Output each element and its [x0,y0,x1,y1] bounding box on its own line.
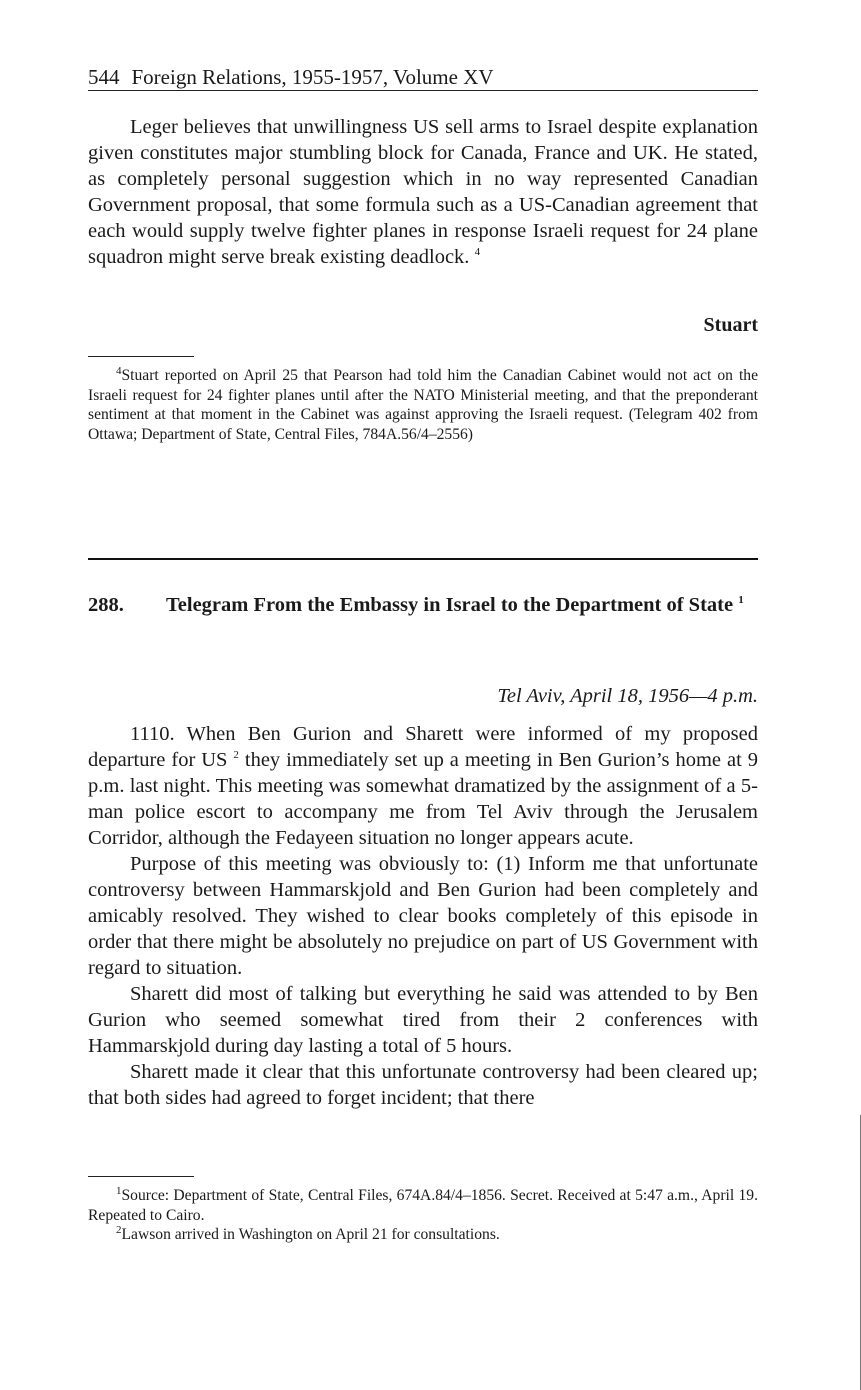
document-heading [88,592,758,618]
footnote-marker: 1 [116,1184,122,1197]
footnote-rule-top [88,356,194,357]
body-paragraph-3: Sharett did most of talking but everything he said was attended to by Ben Gurion who seemed somewhat tired from their 2 conferences with Hammarskjold during day lasting a total of 5 hours. [88,983,758,1057]
document-footnotes [88,1186,758,1245]
running-head [88,64,758,91]
footnote-rule-bottom [88,1176,194,1177]
footnote-reference-1: 1 [738,594,744,607]
page-number: 544 [88,65,120,89]
footnote-reference-2: 2 [233,749,239,762]
paragraph-text: 1110. When Ben Gurion and Sharett were informed of my proposed departure for US [88,723,758,771]
body-paragraph-2: Purpose of this meeting was obviously to: (1) Inform me that unfortunate controversy between Hammarskjold and Ben Gurion had been completely and amicably resolved. They wished to clear books completely of this episode in order that there might be absolutely no prejudice on part of US Government with regard to situation. [88,853,758,979]
body-paragraph-1 [88,721,758,851]
previous-document-footnotes [88,366,758,444]
signature: Stuart [703,314,758,336]
document-title: Telegram From the Embassy in Israel to the Department of State [166,594,734,616]
previous-document-paragraph [88,114,758,270]
footnote-marker: 2 [116,1224,122,1236]
document-page [88,0,758,1380]
volume-title: Foreign Relations, 1955-1957, Volume XV [131,65,494,89]
footnote-2 [88,1225,758,1245]
paragraph-text: Leger believes that unwillingness US sell arms to Israel despite explanation given constitutes major stumbling block for Canada, France and UK. He stated, as completely personal suggestion which in no way represented Canadian Government proposal, that some formula such as a US-Canadian agreement that each would supply twelve fighter planes in response Israeli request for 24 plane squadron might serve break existing deadlock. [88,116,758,268]
dateline: Tel Aviv, April 18, 1956—4 p.m. [497,685,758,707]
footnote-1 [88,1186,758,1225]
body-paragraph-4: Sharett made it clear that this unfortunate controversy had been cleared up; that both sides had agreed to forget incident; that there [88,1061,758,1109]
footnote-marker: 4 [116,364,122,377]
footnote-text: Stuart reported on April 25 that Pearson had told him the Canadian Cabinet would not act on the Israeli request for 24 fighter planes until after the NATO Ministerial meeting, and that the preponderant sentiment at that moment in the Cabinet was against approving the Israeli request. (Telegram 402 from Ottawa; Department of State, Central Files, 784A.56/4–2556) [88,367,758,443]
document-number: 288. [88,594,124,616]
footnote-text: Source: Department of State, Central Files, 674A.84/4–1856. Secret. Received at 5:47 a.m., April 19. Repeated to Cairo. [88,1187,758,1224]
previous-document-text [88,114,758,270]
footnote-text: Lawson arrived in Washington on April 21 for consultations. [121,1226,500,1244]
document-body [88,721,758,1111]
document-title-block [166,592,758,618]
footnote-reference-4: 4 [474,246,481,259]
footnote-4 [88,366,758,444]
paragraph-text: they immediately set up a meeting in Ben Gurion’s home at 9 p.m. last night. This meeting was somewhat dramatized by the assignment of a 5-man police escort to accompany me from Tel Aviv through the Jerusalem Corridor, although the Fedayeen situation no longer appears acute. [88,749,759,849]
section-divider [88,558,758,560]
